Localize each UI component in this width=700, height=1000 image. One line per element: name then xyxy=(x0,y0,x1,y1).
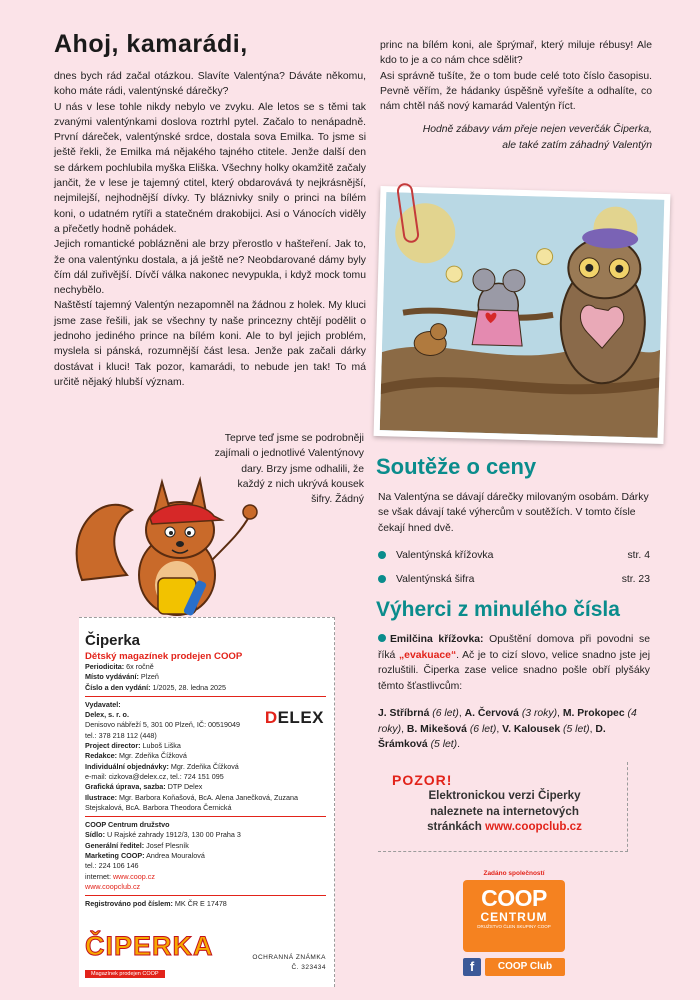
imprint-box: Čiperka Dětský magazínek prodejen COOP Periodicita: 6x ročně Místo vydávání: Plzeň Číslo a den vydání: 1/2025, 28. ledna 2025 Vydavatel: Delex, s. r. o. Denisovo nábřeží 5, 301 00 Plzeň, IČ: 00519049 tel.: 378 218 112 (448) Project director: Luboš Liška Redakce: Mgr. Zdeňka Čížková Individuální objednávky: Mgr. Zdeňka Čížková e-mail: cizkova@delex.cz, tel.: 724 151 095 Grafická úprava, sazba: DTP Delex Ilustrace: Mgr. Barbora Koňašová, BcA. Alena Janečková, Zuzana Stejskalová, BcA. Barbora Theodora Černická COOP Centrum družstvo Sídlo: U Rajské zahrady 1912/3, 130 00 Praha 3 Generální ředitel: Josef Plesník Marketing COOP: Andrea Mouralová tel.: 224 106 146 internet: www.coop.cz www.coopclub.cz Registrováno pod číslem: MK ČR E 17478 DELEX ČIPERKA Magazínek prodejen COOP OCHRANNÁ ZNÁMKA Č. 323434 xyxy=(79,617,335,987)
bullet-icon xyxy=(378,551,386,559)
bullet-icon xyxy=(378,634,386,642)
contests-intro: Na Valentýna se dávají dárečky milovaným osobám. Dárky se však dávají také výhercům v soutěžích. V tomto čísle čekají hned dvě. xyxy=(378,492,649,534)
trademark-note: OCHRANNÁ ZNÁMKA Č. 323434 xyxy=(252,954,326,971)
coop-link[interactable]: www.coop.cz xyxy=(112,871,155,881)
winners-heading: Výherci z minulého čísla xyxy=(376,598,620,621)
magazine-title: Čiperka xyxy=(85,632,141,649)
pozor-text: Elektronickou verzi Čiperky naleznete na internetových stránkách www.coopclub.cz xyxy=(427,789,582,833)
list-item xyxy=(378,543,650,567)
letter-paragraph: princ na bílém koni, ale šprýmař, který miluje rébusy! Ale kdo to je a co nám chce sdělit? xyxy=(380,40,652,67)
letter-right-column xyxy=(380,38,652,153)
answer-highlight: „evakuace“ xyxy=(398,649,457,661)
pozor-heading: POZOR! xyxy=(392,772,453,788)
letter-paragraph: Naštěstí tajemný Valentýn nezapomněl na žádnou z holek. My kluci jsme zase řešili, jak se všechny ty naše princezny chtějí podělit o jednoho jediného prince na bílém koni. Ale to byl jejich problém, myslela si pánská, rozumnější část lesa. Jenže pak začali dárky dostávat i kluci! Tak pozor, kamarádi, to nebude jen tak! To má určitě nějaký hlubší význam. xyxy=(54,300,366,388)
winners-lead-label: Emilčina křížovka: xyxy=(390,634,484,645)
magazine-subtitle: Dětský magazínek prodejen COOP xyxy=(85,651,243,662)
facebook-icon[interactable]: f xyxy=(463,958,481,976)
coopclub-link[interactable]: www.coopclub.cz xyxy=(485,820,582,833)
coop-club-logo[interactable]: COOP Club xyxy=(485,958,565,976)
pozor-box xyxy=(378,762,628,852)
coopclub-link[interactable]: www.coopclub.cz xyxy=(85,881,141,891)
coop-centrum-logo: COOP CENTRUM DRUŽSTVO ČLEN SKUPINY COOP xyxy=(463,880,565,952)
contests-heading: Soutěže o ceny xyxy=(376,454,537,479)
letter-paragraph: dnes bych rád začal otázkou. Slavíte Valentýna? Dáváte někomu, koho máte rádi, valentýnské dárečky? xyxy=(54,71,366,98)
squirrel-side-text: Teprve teď jsme se podrobněji zajímali o jednotlivé Valentýnovy dary. Brzy jsme odhalili, že každý z nich ukrývá kousek šifry. Žádný xyxy=(214,433,364,506)
bullet-icon xyxy=(378,575,386,583)
contest-name: Valentýnská šifra xyxy=(396,573,475,585)
letter-left-column xyxy=(54,30,366,390)
greeting-heading: Ahoj, kamarádi, xyxy=(54,30,248,58)
letter-paragraph: Asi správně tušíte, že o tom bude celé toto číslo časopisu. Pevně věřím, že hádanky úspěšně vyřešíte a odhalíte, co nám chtěl náš nový kamarád Valentýn říct. xyxy=(380,70,652,113)
letter-paragraph: U nás v lese tohle nikdy nebylo ve zvyku. Ale letos se s těmi tak zvanými valentýnkami doslova roztrhl pytel. Začalo to nenápadně. První dáreček, valentýnské srdce, dostala sova Emilka. To jsme si ještě řekli, že Emilka má nějakého tajného ctitele. Jenže další den se dárkem pochlubila myška Eliška. Všechny holky okamžitě začaly jančit, že v lese je tajemný ctitel, který obdarovává ty nejkrásnější, nejmilejší, nejhodnější dívky. Ty bláznivky snily o princi na bílém koni, o udatném rytíři a statečném drakobijci. Asi o Vánocích viděly a přečetly hodně pohádek. xyxy=(54,101,366,235)
contest-name: Valentýnská křížovka xyxy=(396,549,494,561)
delex-logo: DELEX xyxy=(264,708,324,727)
contest-page: str. 4 xyxy=(627,549,650,561)
owl-and-mouse-illustration xyxy=(374,186,671,444)
forest-scene-image xyxy=(380,192,665,438)
contest-page: str. 23 xyxy=(621,573,650,585)
letter-paragraph: Jejich romantické poblázněni ale brzy přerostlo v hašteření. Jak to, že ona valentýnku dostala, a já ještě ne? Neobdarované dámy byly čím dál zuřivější. Dívčí válka nakonec nevypukla, i když mock tomu nechybělo. xyxy=(54,239,366,297)
ciperka-logo: ČIPERKA Magazínek prodejen COOP xyxy=(85,931,214,977)
letter-signature: Hodně zábavy vám přeje nejen veverčák Čiperka, ale také zatím záhadný Valentýn xyxy=(422,124,652,151)
list-item xyxy=(378,567,650,591)
squirrel-illustration xyxy=(72,470,258,620)
winners-list: J. Stříbrná (6 let), A. Červová (3 roky), M. Prokopec (4 roky), B. Mikešová (6 let), V. Kalousek (5 let), D. Šrámková (5 let). xyxy=(378,708,637,751)
coop-logo-block xyxy=(463,870,565,976)
winners-text: Emilčina křížovka: Opuštění domova při povodni se říká „evakuace“. Ač je to cizí slovo, velice snadno jste jej rozluštili. Čiperka zase velice snadno pošle obří plyšáky těmto šťastlivcům: xyxy=(378,634,651,692)
contests-list xyxy=(378,543,650,591)
partner-label: Zadáno společností xyxy=(483,870,545,877)
